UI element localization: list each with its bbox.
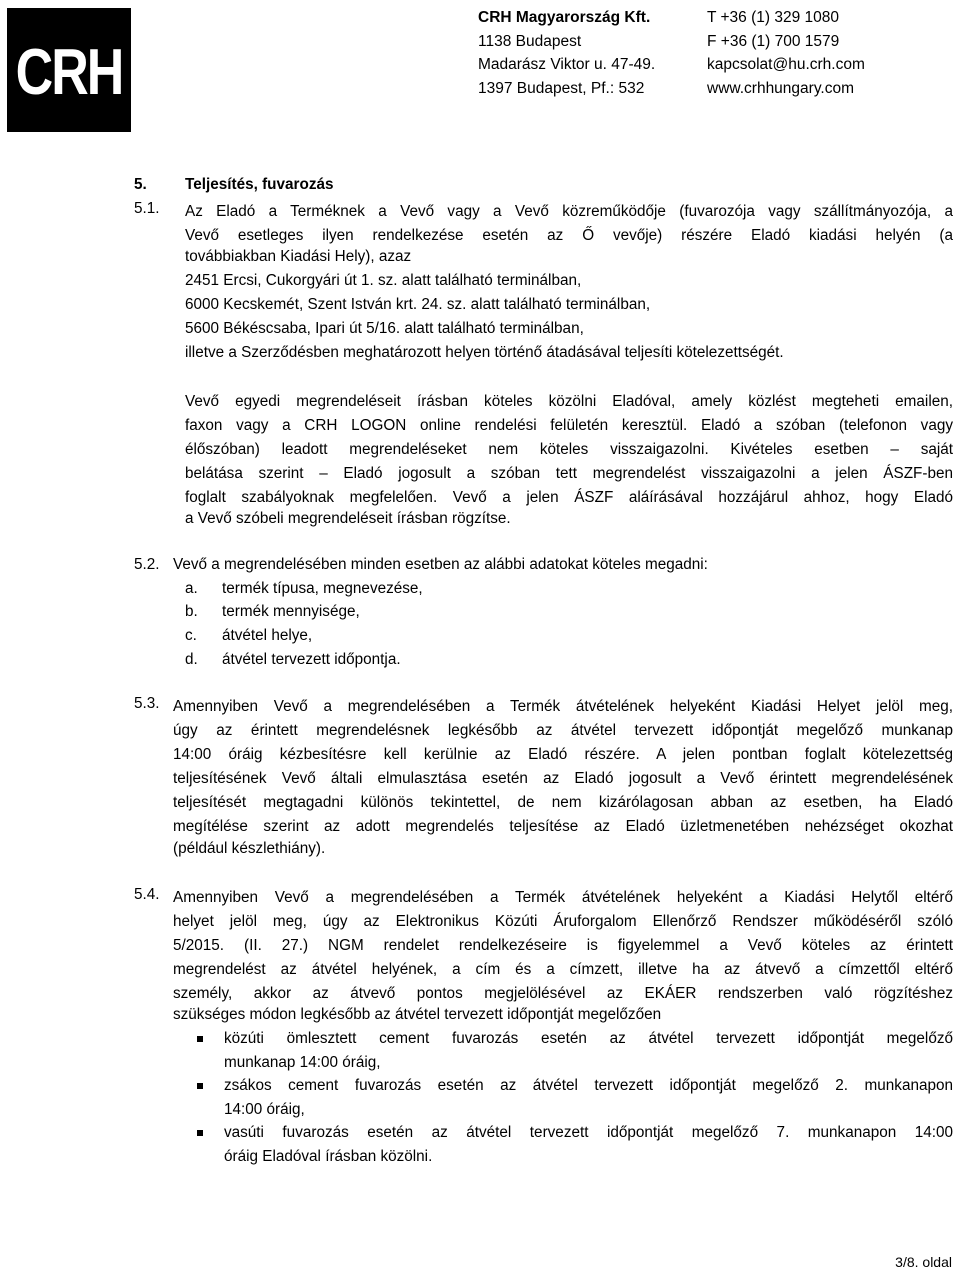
clause-5-2-number: 5.2. xyxy=(134,556,160,573)
clause-5-3-number: 5.3. xyxy=(134,695,160,712)
section-number: 5. xyxy=(134,176,147,193)
page-number: 3/8. oldal xyxy=(895,1254,952,1270)
clause-5-1-line: Vevő esetleges ilyen rendelkezése esetén az Ő vevője) részére Eladó kiadási helyén (a xyxy=(185,227,953,244)
clause-5-4-line: személy, akkor az átvevő pontos megjelölésével az EKÁER rendszerben való rögzítéshez xyxy=(173,985,953,1002)
clause-5-4-line: helyet jelöl meg, úgy az Elektronikus Közúti Áruforgalom Ellenőrző Rendszer működéséről szóló xyxy=(173,913,953,930)
fax: F +36 (1) 700 1579 xyxy=(707,32,840,50)
list-item: átvétel tervezett időpontja. xyxy=(222,651,401,668)
bullet-square-icon xyxy=(197,1083,203,1089)
bullet-square-icon xyxy=(197,1036,203,1042)
logo-text: CRH xyxy=(15,36,123,109)
clause-5-3-line: teljesítésének Vevő általi elmulasztása esetén az Eladó jogosult a Vevő érintett megrendelésének xyxy=(173,770,953,787)
web-link[interactable]: www.crhhungary.com xyxy=(707,79,855,97)
bullet-item-line: zsákos cement fuvarozás esetén az átvétel tervezett időpontját megelőző 2. munkanapon xyxy=(224,1077,953,1094)
header-contact xyxy=(707,6,865,100)
address-line-3: 1397 Budapest, Pf.: 532 xyxy=(478,79,645,97)
bullet-item-line: vasúti fuvarozás esetén az átvétel tervezett időpontját megelőző 7. munkanapon 14:00 xyxy=(224,1124,953,1141)
clause-5-1-line: továbbiakban Kiadási Hely), azaz xyxy=(185,248,412,265)
clause-5-2-intro: Vevő a megrendelésében minden esetben az alábbi adatokat köteles megadni: xyxy=(173,556,708,573)
list-item-letter: c. xyxy=(185,627,197,644)
crh-logo xyxy=(7,8,131,132)
clause-5-1-line: illetve a Szerződésben meghatározott helyen történő átadásával teljesíti kötelezettségét. xyxy=(185,344,784,361)
list-item: átvétel helye, xyxy=(222,627,313,644)
list-item-letter: d. xyxy=(185,651,198,668)
header-address xyxy=(478,6,655,100)
clause-5-1-para2-line: a Vevő szóbeli megrendeléseit írásban rögzítse. xyxy=(185,510,511,527)
bullet-item-line: óráig Eladóval írásban közölni. xyxy=(224,1148,433,1165)
phone: T +36 (1) 329 1080 xyxy=(707,9,839,26)
clause-5-1-para2-line: élőszóban) leadott megrendeléseket nem köteles visszaigazolni. Kivételes esetben – saját xyxy=(185,441,953,458)
list-item: termék típusa, megnevezése, xyxy=(222,580,423,597)
clause-5-4-line: 5/2015. (II. 27.) NGM rendelet rendelkezéseire is figyelemmel a Vevő köteles az érintett xyxy=(173,937,953,954)
list-item-letter: b. xyxy=(185,603,198,620)
list-item: termék mennyisége, xyxy=(222,603,360,620)
bullet-square-icon xyxy=(197,1130,203,1136)
clause-5-3-line: (például készlethiány). xyxy=(173,840,326,857)
email-link[interactable]: kapcsolat@hu.crh.com xyxy=(707,56,865,73)
clause-5-1-line: Az Eladó a Terméknek a Vevő vagy a Vevő közreműködője (fuvarozója vagy szállítmányozója, a xyxy=(185,203,953,220)
clause-5-3-line: Amennyiben Vevő a megrendelésében a Termék átvételének helyeként Kiadási Helyet jelöl meg, xyxy=(173,698,953,715)
bullet-item-line: közúti ömlesztett cement fuvarozás esetén az átvétel tervezett időpontját megelőző xyxy=(224,1030,953,1047)
clause-5-1-line: 2451 Ercsi, Cukorgyári út 1. sz. alatt található terminálban, xyxy=(185,272,582,289)
clause-5-3-line: teljesítését megtagadni különös tekintettel, de nem kizárólagosan abban az esetben, ha Eladó xyxy=(173,794,953,811)
clause-5-3-line: úgy az érintett megrendelésnek legkésőbb az átvétel tervezett időpontját megelőző munkanap xyxy=(173,722,953,739)
bullet-item-line: munkanap 14:00 óráig, xyxy=(224,1054,381,1071)
clause-5-1-para2-line: belátása szerint – Eladó jogosult a szóban tett megrendelést visszaigazolni a jelen ÁSZF-ben xyxy=(185,465,953,482)
clause-5-3-line: 14:00 óráig kézbesítésre kell kerülnie az Eladó részére. A jelen pontban foglalt kötelezettség xyxy=(173,746,953,763)
company-name: CRH Magyarország Kft. xyxy=(478,9,651,26)
clause-5-4-line: megrendelést az átvétel helyének, a cím és a címzett, illetve ha az átvevő a címzettől eltérő xyxy=(173,961,953,978)
clause-5-1-number: 5.1. xyxy=(134,200,160,217)
clause-5-4-line: Amennyiben Vevő a megrendelésében a Termék átvételének helyeként a Kiadási Helytől eltérő xyxy=(173,889,953,906)
section-title: Teljesítés, fuvarozás xyxy=(185,176,334,193)
clause-5-4-line: szükséges módon legkésőbb az átvétel tervezett időpontját megelőzően xyxy=(173,1006,662,1023)
list-item-letter: a. xyxy=(185,580,198,597)
clause-5-1-line: 6000 Kecskemét, Szent István krt. 24. sz. alatt található terminálban, xyxy=(185,296,651,313)
clause-5-1-para2-line: Vevő egyedi megrendeléseit írásban köteles közölni Eladóval, amely közlést megteheti emailen, xyxy=(185,393,953,410)
clause-5-3-line: megítélése szerint az adott megrendelés teljesítése az Eladó üzletmenetében nehézséget okozhat xyxy=(173,818,953,835)
clause-5-4-number: 5.4. xyxy=(134,886,160,903)
clause-5-1-line: 5600 Békéscsaba, Ipari út 5/16. alatt található terminálban, xyxy=(185,320,584,337)
address-line-2: Madarász Viktor u. 47-49. xyxy=(478,56,656,73)
bullet-item-line: 14:00 óráig, xyxy=(224,1101,305,1118)
clause-5-1-para2-line: foglalt szabályoknak megfelelően. Vevő a jelen ÁSZF aláírásával hozzájárul ahhoz, hogy Eladó xyxy=(185,489,953,506)
crh-logo-graphic xyxy=(7,8,131,132)
clause-5-1-para2-line: faxon vagy a CRH LOGON online rendelési felületén keresztül. Eladó a szóban (telefonon vagy xyxy=(185,417,953,434)
address-line-1: 1138 Budapest xyxy=(478,32,582,50)
